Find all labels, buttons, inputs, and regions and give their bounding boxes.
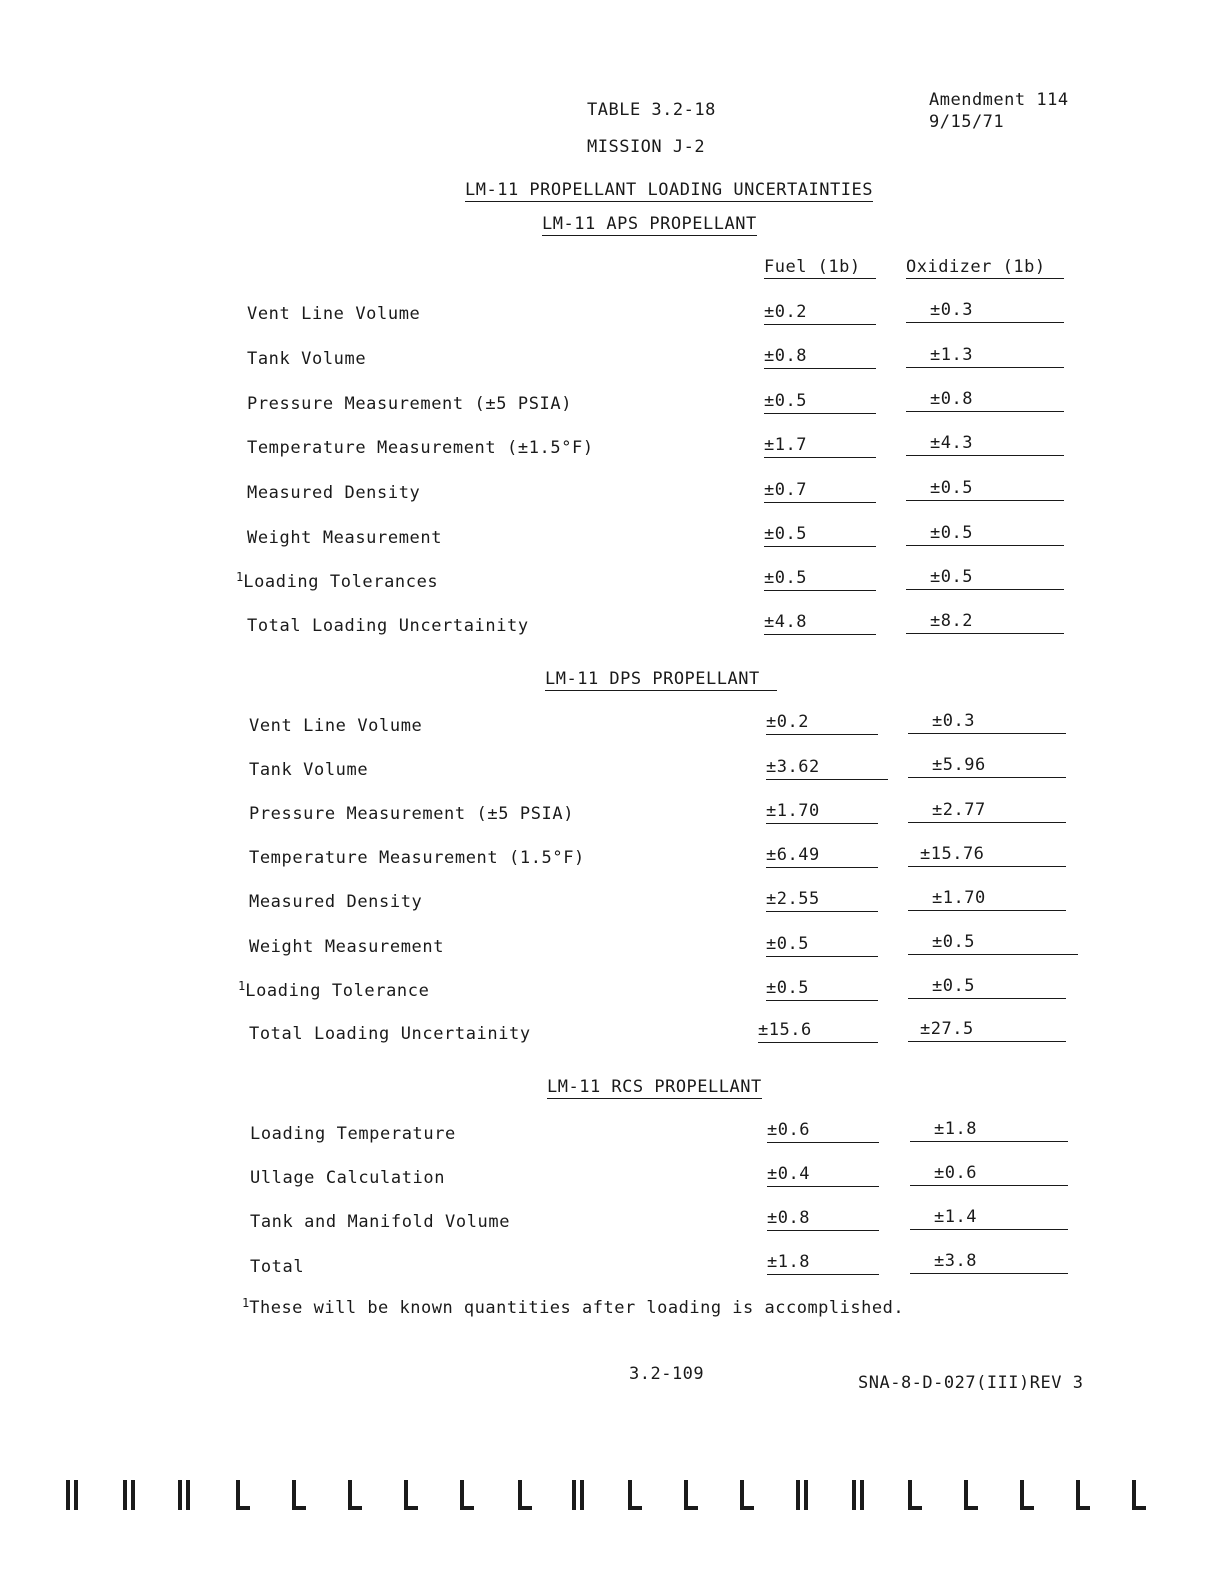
page-number: 3.2-109: [629, 1364, 705, 1384]
dps-fuel-value: ±15.6: [758, 1020, 878, 1043]
footnote: [242, 1298, 904, 1319]
aps-fuel-value: ±0.8: [764, 346, 876, 369]
aps-row-label: Weight Measurement: [247, 528, 443, 548]
registration-mark: [66, 1480, 80, 1510]
footnote-text: These will be known quantities after loading is accomplished.: [249, 1298, 905, 1318]
footnote-marker: 1: [236, 570, 244, 584]
main-title: LM-11 PROPELLANT LOADING UNCERTAINTIES: [465, 180, 873, 200]
dps-oxidizer-value: ±5.96: [908, 755, 1066, 778]
dps-fuel-value: ±0.2: [766, 712, 878, 735]
registration-mark: [964, 1480, 978, 1510]
rcs-row-label: Total: [250, 1257, 305, 1277]
aps-row-label: Temperature Measurement (±1.5°F): [247, 438, 594, 458]
dps-section-title: LM-11 DPS PROPELLANT: [545, 669, 777, 691]
dps-oxidizer-value: ±27.5: [908, 1019, 1066, 1042]
aps-section-title: LM-11 APS PROPELLANT: [542, 214, 757, 234]
dps-fuel-value: ±3.62: [766, 757, 888, 780]
footnote-marker: 1: [242, 1296, 250, 1310]
aps-fuel-value: ±1.7: [764, 435, 876, 458]
aps-oxidizer-value: ±0.8: [906, 389, 1064, 412]
aps-oxidizer-value: ±1.3: [906, 345, 1064, 368]
registration-mark: [572, 1480, 586, 1510]
registration-mark: [236, 1480, 250, 1510]
aps-fuel-value: ±0.5: [764, 524, 876, 547]
aps-row-label-text: Loading Tolerances: [243, 572, 439, 592]
dps-row-label: Measured Density: [249, 892, 423, 912]
aps-oxidizer-value: ±0.3: [906, 300, 1064, 323]
aps-row-label: Vent Line Volume: [247, 304, 421, 324]
dps-fuel-value: ±0.5: [766, 978, 878, 1001]
footnote-marker: 1: [238, 979, 246, 993]
aps-oxidizer-value: ±0.5: [906, 567, 1064, 590]
amendment: Amendment 114: [929, 90, 1069, 110]
aps-row-label-footnoted: [236, 572, 438, 593]
registration-mark: [460, 1480, 474, 1510]
rcs-oxidizer-value: ±0.6: [910, 1163, 1068, 1186]
registration-mark: [404, 1480, 418, 1510]
amendment-date: 9/15/71: [929, 112, 1005, 132]
dps-fuel-value: ±1.70: [766, 801, 878, 824]
registration-mark: [1020, 1480, 1034, 1510]
aps-fuel-value: ±4.8: [764, 612, 876, 635]
dps-oxidizer-value: ±2.77: [908, 800, 1066, 823]
registration-mark: [1076, 1480, 1090, 1510]
dps-oxidizer-value: ±1.70: [908, 888, 1066, 911]
dps-row-label: Tank Volume: [249, 760, 369, 780]
registration-mark: [123, 1480, 137, 1510]
rcs-fuel-value: ±0.6: [767, 1120, 879, 1143]
aps-oxidizer-value: ±0.5: [906, 523, 1064, 546]
rcs-section-title: LM-11 RCS PROPELLANT: [547, 1077, 762, 1097]
rcs-row-label: Loading Temperature: [250, 1124, 456, 1144]
oxidizer-column-header: Oxidizer (1b): [906, 257, 1064, 279]
dps-fuel-value: ±2.55: [766, 889, 878, 912]
aps-row-label: Measured Density: [247, 483, 421, 503]
rcs-row-label: Tank and Manifold Volume: [250, 1212, 511, 1232]
registration-mark: [852, 1480, 866, 1510]
dps-row-label: Total Loading Uncertainity: [249, 1024, 531, 1044]
dps-oxidizer-value: ±0.5: [908, 976, 1066, 999]
registration-mark: [628, 1480, 642, 1510]
aps-row-label: Tank Volume: [247, 349, 367, 369]
aps-oxidizer-value: ±8.2: [906, 611, 1064, 634]
dps-fuel-value: ±0.5: [766, 934, 878, 957]
aps-fuel-value: ±0.7: [764, 480, 876, 503]
rcs-oxidizer-value: ±3.8: [910, 1251, 1068, 1274]
aps-fuel-value: ±0.5: [764, 391, 876, 414]
aps-row-label: Total Loading Uncertainity: [247, 616, 529, 636]
dps-row-label-text: Loading Tolerance: [245, 981, 430, 1001]
rcs-row-label: Ullage Calculation: [250, 1168, 446, 1188]
aps-fuel-value: ±0.5: [764, 568, 876, 591]
aps-fuel-value: ±0.2: [764, 302, 876, 325]
rcs-oxidizer-value: ±1.8: [910, 1119, 1068, 1142]
registration-mark: [348, 1480, 362, 1510]
registration-mark: [796, 1480, 810, 1510]
aps-row-label: Pressure Measurement (±5 PSIA): [247, 394, 573, 414]
registration-mark: [684, 1480, 698, 1510]
rcs-fuel-value: ±0.4: [767, 1164, 879, 1187]
registration-mark: [740, 1480, 754, 1510]
rcs-fuel-value: ±1.8: [767, 1252, 879, 1275]
aps-oxidizer-value: ±4.3: [906, 433, 1064, 456]
registration-mark: [178, 1480, 192, 1510]
dps-row-label: Vent Line Volume: [249, 716, 423, 736]
dps-row-label: Pressure Measurement (±5 PSIA): [249, 804, 575, 824]
rcs-fuel-value: ±0.8: [767, 1208, 879, 1231]
dps-row-label-footnoted: [238, 981, 429, 1002]
fuel-column-header: Fuel (1b): [764, 257, 876, 279]
registration-mark: [1132, 1480, 1146, 1510]
dps-fuel-value: ±6.49: [766, 845, 878, 868]
document-id: SNA-8-D-027(III)REV 3: [858, 1373, 1084, 1393]
dps-oxidizer-value: ±15.76: [908, 844, 1066, 867]
table-number: TABLE 3.2-18: [587, 100, 716, 120]
registration-mark: [908, 1480, 922, 1510]
dps-row-label: Weight Measurement: [249, 937, 445, 957]
dps-oxidizer-value: ±0.5: [908, 932, 1078, 955]
rcs-oxidizer-value: ±1.4: [910, 1207, 1068, 1230]
registration-mark: [518, 1480, 532, 1510]
registration-mark: [292, 1480, 306, 1510]
dps-oxidizer-value: ±0.3: [908, 711, 1066, 734]
dps-row-label: Temperature Measurement (1.5°F): [249, 848, 585, 868]
scan-registration-marks: [60, 1480, 1160, 1520]
mission-label: MISSION J-2: [587, 137, 706, 157]
aps-oxidizer-value: ±0.5: [906, 478, 1064, 501]
